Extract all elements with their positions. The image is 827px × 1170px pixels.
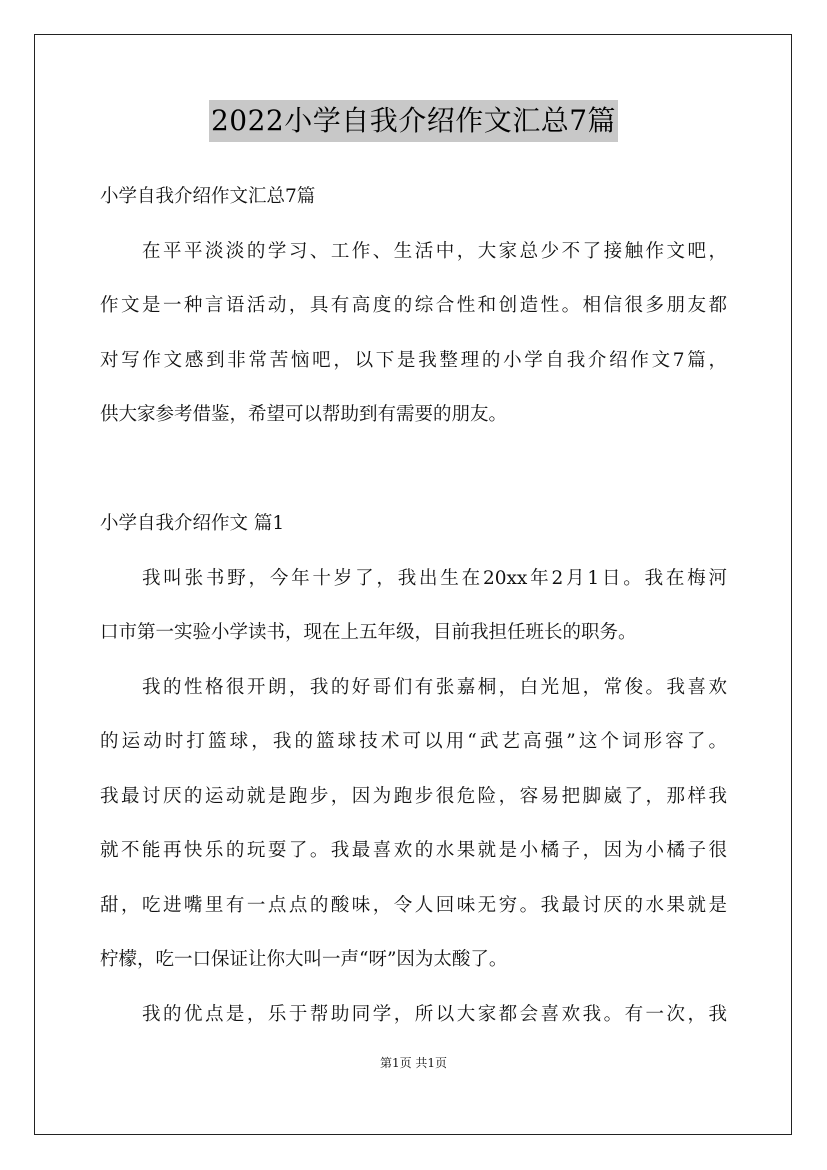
intro-line-4: 供大家参考借鉴，希望可以帮助到有需要的朋友。 xyxy=(100,404,508,425)
paragraph-gap xyxy=(100,443,727,498)
intro-line-3: 对写作文感到非常苦恼吧，以下是我整理的小学自我介绍作文7篇， xyxy=(100,349,727,371)
intro-line-1: 在平平淡淡的学习、工作、生活中，大家总少不了接触作文吧， xyxy=(142,240,727,262)
section1-p3-line-1: 我的优点是，乐于帮助同学，所以大家都会喜欢我。有一次，我 xyxy=(142,1003,727,1025)
section1-p2-line-4: 就不能再快乐的玩耍了。我最喜欢的水果就是小橘子，因为小橘子很 xyxy=(100,840,727,861)
section1-p2-line-3: 我最讨厌的运动就是跑步，因为跑步很危险，容易把脚崴了，那样我 xyxy=(100,785,727,807)
subtitle: 小学自我介绍作文汇总7篇 xyxy=(100,186,316,207)
section1-p1-line-2: 口市第一实验小学读书，现在上五年级，目前我担任班长的职务。 xyxy=(100,622,637,643)
section1-p2-line-1: 我的性格很开朗，我的好哥们有张嘉桐，白光旭，常俊。我喜欢 xyxy=(142,676,727,698)
section1-p1-line-1: 我叫张书野，今年十岁了，我出生在20xx年2月1日。我在梅河 xyxy=(142,567,727,589)
section1-p2-line-5: 甜，吃进嘴里有一点点的酸味，令人回味无穷。我最讨厌的水果就是 xyxy=(100,894,727,916)
section-heading: 小学自我介绍作文 篇1 xyxy=(100,513,285,534)
document-title: 2022小学自我介绍作文汇总7篇 xyxy=(209,100,618,142)
intro-line-2: 作文是一种言语活动，具有高度的综合性和创造性。相信很多朋友都 xyxy=(100,295,727,316)
page-footer: 第1页 共1页 xyxy=(379,1056,448,1070)
section1-p2-line-6: 柠檬，吃一口保证让你大叫一声“呀”因为太酸了。 xyxy=(100,949,508,970)
title-wrap xyxy=(0,100,827,142)
section1-p2-line-2: 的运动时打篮球，我的篮球技术可以用“武艺高强”这个词形容了。 xyxy=(100,731,727,752)
document-body xyxy=(100,170,727,1042)
